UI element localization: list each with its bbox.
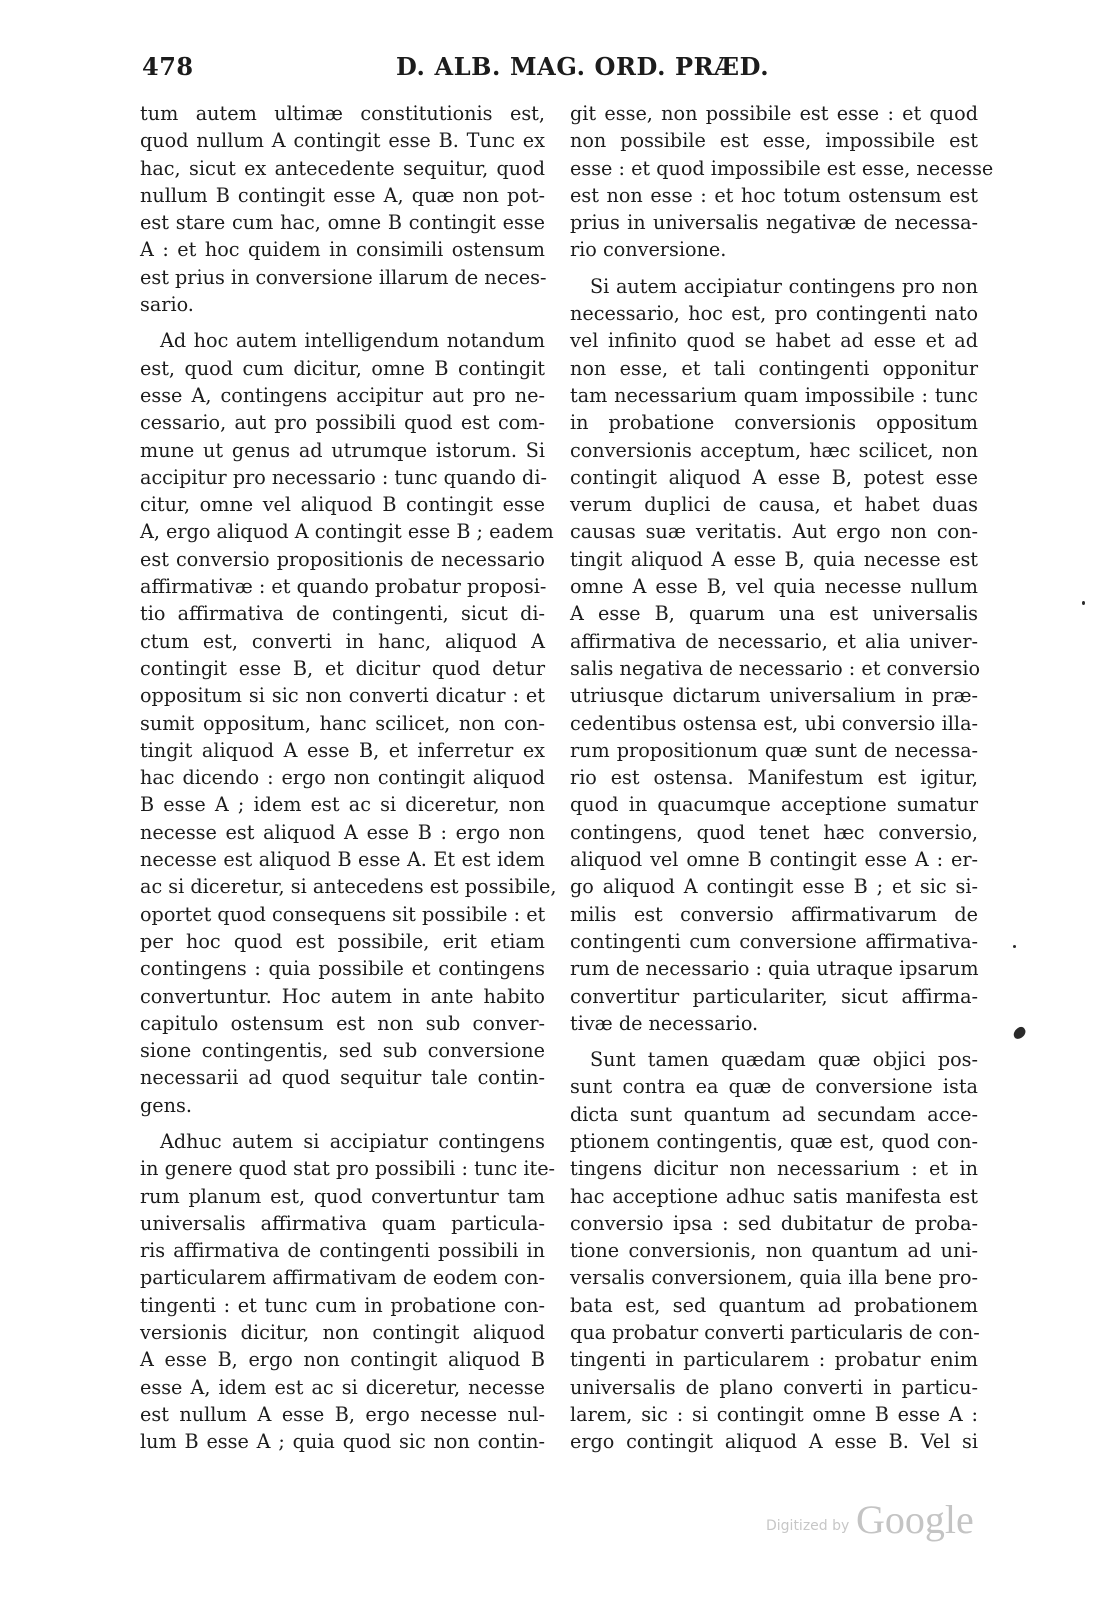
left-column [140, 100, 557, 1456]
text-line: ergo contingit aliquod A esse B. Vel si [570, 1430, 978, 1454]
text-line: sione contingentis, sed sub conversione [140, 1039, 545, 1063]
text-line: verum duplici de causa, et habet duas [570, 493, 978, 517]
text-line: in genere quod stat pro possibili : tunc ite- [140, 1157, 556, 1181]
text-line: convertuntur. Hoc autem in ante habito [140, 984, 545, 1008]
text-line: per hoc quod est possibile, erit etiam [140, 929, 545, 953]
text-line: versionis dicitur, non contingit aliquod [140, 1321, 545, 1345]
text-line: hac dicendo : ergo non contingit aliquod [140, 766, 545, 790]
text-line: git esse, non possibile est esse : et quod [570, 102, 978, 125]
text-line: conversionis acceptum, hæc scilicet, non [570, 438, 978, 462]
text-line: in probatione conversionis oppositum [570, 411, 978, 435]
text-line: oppositum si sic non converti dicatur : et [140, 684, 545, 708]
ink-speck [1013, 945, 1016, 948]
text-line: contingens, quod tenet hæc conversio, [570, 820, 978, 844]
text-line: qua probatur converti particularis de con- [570, 1321, 980, 1345]
running-head: D. ALB. MAG. ORD. PRÆD. [396, 52, 770, 81]
text-line: non possibile est esse, impossibile est [570, 129, 978, 153]
text-line: omne A esse B, vel quia necesse nullum [570, 575, 978, 599]
text-line: A esse B, quarum una est universalis [570, 602, 978, 626]
text-line: hac, sicut ex antecedente sequitur, quod [140, 156, 545, 180]
text-line: Ad hoc autem intelligendum notandum [160, 329, 545, 353]
text-line: tam necessarium quam impossibile : tunc [570, 383, 978, 407]
text-line: larem, sic : si contingit omne B esse A : [570, 1402, 978, 1426]
text-line: Adhuc autem si accipiatur contingens [160, 1129, 545, 1153]
text-line: tingens dicitur non necessarium : et in [570, 1157, 978, 1181]
text-line: esse A, idem est ac si diceretur, necesse [140, 1375, 545, 1399]
text-line: tingit aliquod A esse B, quia necesse est [570, 547, 978, 571]
page-header [0, 52, 1117, 88]
text-line: necesse est aliquod A esse B : ergo non [140, 820, 545, 844]
text-line: causas suæ veritatis. Aut ergo non con- [570, 520, 978, 544]
text-line: contingit esse B, et dicitur quod detur [140, 656, 545, 680]
text-line: tingit aliquod A esse B, et inferretur ex [140, 738, 545, 762]
text-line: tum autem ultimæ constitutionis est, [140, 102, 545, 125]
text-line: rum de necessario : quia utraque ipsarum [570, 957, 979, 981]
ink-blot [1011, 1025, 1027, 1041]
text-line: affirmativæ : et quando probatur proposi- [140, 575, 547, 599]
text-line: aliquod vel omne B contingit esse A : er- [570, 848, 978, 872]
text-line: conversio ipsa : sed dubitatur de proba- [570, 1211, 978, 1235]
text-line: capitulo ostensum est non sub conver- [140, 1011, 545, 1035]
text-line: milis est conversio affirmativarum de [570, 902, 978, 926]
text-line: universalis affirmativa quam particula- [140, 1211, 545, 1235]
text-line: mune ut genus ad utrumque istorum. Si [140, 438, 545, 462]
text-line: est stare cum hac, omne B contingit esse [140, 211, 545, 235]
right-column [570, 100, 994, 1456]
text-line: ris affirmativa de contingenti possibili in [140, 1239, 545, 1263]
watermark-digitized-by: Digitized by [766, 1518, 850, 1534]
text-line: contingit aliquod A esse B, potest esse [570, 465, 978, 489]
text-line: est prius in conversione illarum de neces- [140, 265, 547, 289]
text-line: contingenti cum conversione affirmativa- [570, 929, 978, 953]
text-line: nullum B contingit esse A, quæ non pot- [140, 183, 545, 207]
text-line: esse A, contingens accipitur aut pro ne- [140, 383, 545, 407]
text-line: est nullum A esse B, ergo necesse nul- [140, 1402, 545, 1426]
text-line: sario. [140, 293, 194, 317]
text-line: dicta sunt quantum ad secundam acce- [570, 1102, 978, 1126]
text-line: ptionem contingentis, quæ est, quod con- [570, 1129, 978, 1153]
text-line: rum propositionum quæ sunt de necessa- [570, 738, 978, 762]
text-line: B esse A ; idem est ac si diceretur, non [140, 793, 545, 817]
text-line: convertitur particulariter, sicut affirma- [570, 984, 978, 1008]
text-line: bata est, sed quantum ad probationem [570, 1293, 978, 1317]
text-line: cedentibus ostensa est, ubi conversio illa- [570, 711, 978, 735]
text-line: rum planum est, quod convertuntur tam [140, 1184, 545, 1208]
text-line: quod in quacumque acceptione sumatur [570, 793, 978, 817]
text-line: sumit oppositum, hanc scilicet, non con- [140, 711, 545, 735]
text-line: A, ergo aliquod A contingit esse B ; eadem [140, 520, 554, 544]
text-line: affirmativa de necessario, et alia univer- [570, 629, 978, 653]
text-line: sunt contra ea quæ de conversione ista [570, 1075, 978, 1099]
text-line: necessarii ad quod sequitur tale contin- [140, 1066, 545, 1090]
text-line: est, quod cum dicitur, omne B contingit [140, 356, 545, 380]
text-line: quod nullum A contingit esse B. Tunc ex [140, 129, 545, 153]
text-line: oportet quod consequens sit possibile : et [140, 902, 546, 926]
text-line: salis negativa de necessario : et conversio [570, 656, 981, 680]
text-line: Si autem accipiatur contingens pro non [590, 274, 978, 298]
text-line: vel infinito quod se habet ad esse et ad [570, 329, 978, 353]
text-line: A : et hoc quidem in consimili ostensum [140, 238, 545, 262]
text-line: A esse B, ergo non contingit aliquod B [140, 1348, 545, 1372]
text-line: Sunt tamen quædam quæ objici pos- [590, 1048, 978, 1072]
text-line: ctum est, converti in hanc, aliquod A [140, 629, 545, 653]
page-number: 478 [142, 52, 194, 81]
text-line: versalis conversionem, quia illa bene pro- [570, 1266, 978, 1290]
text-line: tio affirmativa de contingenti, sicut di- [140, 602, 545, 626]
text-line: gens. [140, 1093, 192, 1117]
text-line: tingenti in particularem : probatur enim [570, 1348, 978, 1372]
text-line: hac acceptione adhuc satis manifesta est [570, 1184, 978, 1208]
text-line: lum B esse A ; quia quod sic non contin- [140, 1430, 545, 1454]
text-line: non esse, et tali contingenti opponitur [570, 356, 978, 380]
text-line: citur, omne vel aliquod B contingit esse [140, 493, 545, 517]
text-line: esse : et quod impossibile est esse, necesse [570, 156, 994, 180]
text-line: go aliquod A contingit esse B ; et sic si- [570, 875, 978, 899]
text-line: particularem affirmativam de eodem con- [140, 1266, 545, 1290]
text-line: necessario, hoc est, pro contingenti nato [570, 302, 978, 326]
text-line: rio conversione. [570, 238, 727, 262]
text-line: accipitur pro necessario : tunc quando di- [140, 465, 547, 489]
text-line: contingens : quia possibile et contingens [140, 957, 545, 981]
text-line: est conversio propositionis de necessario [140, 547, 545, 571]
text-line: necesse est aliquod B esse A. Et est idem [140, 848, 545, 872]
text-line: tingenti : et tunc cum in probatione con- [140, 1293, 545, 1317]
text-line: tivæ de necessario. [570, 1011, 759, 1035]
text-line: tione conversionis, non quantum ad uni- [570, 1239, 978, 1263]
text-line: rio est ostensa. Manifestum est igitur, [570, 766, 978, 790]
ink-speck [1082, 601, 1085, 605]
watermark-google-logo: Google [856, 1497, 974, 1542]
text-line: ac si diceretur, si antecedens est possibile, [140, 875, 557, 899]
text-line: utriusque dictarum universalium in præ- [570, 684, 978, 708]
text-line: cessario, aut pro possibili quod est com- [140, 411, 545, 435]
text-line: est non esse : et hoc totum ostensum est [570, 183, 978, 207]
text-line: universalis de plano converti in particu- [570, 1375, 978, 1399]
text-line: prius in universalis negativæ de necessa- [570, 211, 978, 235]
